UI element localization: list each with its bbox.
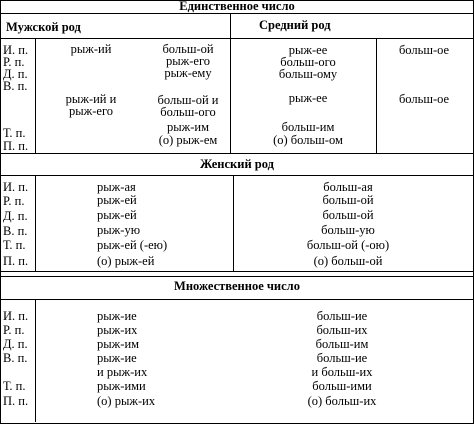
case-label: П. п. xyxy=(3,139,29,153)
feminine-soft-form: (о) рыж-ей xyxy=(97,254,155,268)
case-label: В. п. xyxy=(3,224,28,238)
case-label: Р. п. xyxy=(3,194,25,208)
masculine-hard-form: больш-ой xyxy=(162,42,214,56)
plural-hard-form: и больш-их xyxy=(311,365,373,379)
neuter-form: больш-ому xyxy=(278,67,338,81)
plural-hard-form: больш-ие xyxy=(316,351,368,365)
singular-title: Единственное число xyxy=(179,0,295,13)
case-label: В. п. xyxy=(3,79,28,93)
rule-under-gender-headers xyxy=(0,38,474,39)
case-label: Д. п. xyxy=(3,67,28,81)
neuter-form: больш-им xyxy=(281,120,335,134)
masculine-hard-form: рыж-его xyxy=(165,54,211,68)
masculine-hard-form: больш-ого xyxy=(160,105,216,119)
rule-case-column-plural xyxy=(35,299,36,422)
case-label: Т. п. xyxy=(3,126,26,140)
case-label: И. п. xyxy=(3,180,29,194)
masculine-soft-form: рыж-его xyxy=(68,104,114,118)
plural-soft-form: и рыж-их xyxy=(97,365,148,379)
rule-feminine-divider xyxy=(233,175,234,271)
masculine-title: Мужской род xyxy=(6,20,81,34)
neuter-title: Средний род xyxy=(259,18,331,32)
case-label: В. п. xyxy=(3,351,28,365)
feminine-hard-form: (о) больш-ой xyxy=(313,254,383,268)
masculine-hard-form: рыж-им xyxy=(166,120,210,134)
feminine-hard-form: больш-ой (-ою) xyxy=(306,238,390,252)
case-label: Д. п. xyxy=(3,337,28,351)
feminine-hard-form: больш-ой xyxy=(322,193,374,207)
feminine-soft-form: рыж-ей (-ею) xyxy=(97,238,168,252)
plural-hard-form: больш-их xyxy=(316,323,368,337)
feminine-hard-form: больш-ую xyxy=(321,223,375,237)
case-label: П. п. xyxy=(3,394,29,408)
masculine-hard-form: рыж-ему xyxy=(164,66,212,80)
case-label: П. п. xyxy=(3,254,29,268)
plural-hard-form: больш-ие xyxy=(316,309,368,323)
case-label: Т. п. xyxy=(3,379,26,393)
plural-title: Множественное число xyxy=(174,279,300,293)
feminine-soft-form: рыж-ая xyxy=(97,180,136,194)
feminine-hard-form: больш-ой xyxy=(322,208,374,222)
neuter-form: больш-ого xyxy=(280,55,336,69)
neuter-form: (о) больш-ом xyxy=(273,133,343,147)
feminine-title: Женский род xyxy=(200,157,274,171)
plural-soft-form: рыж-их xyxy=(97,323,138,337)
plural-soft-form: рыж-ие xyxy=(97,309,137,323)
plural-hard-form: больш-ими xyxy=(312,379,372,393)
rule-under-singular-title xyxy=(0,13,474,14)
rule-above-plural-title xyxy=(0,276,474,277)
plural-hard-form: больш-им xyxy=(315,337,369,351)
neuter-form: рыж-ее xyxy=(288,91,328,105)
plural-soft-form: рыж-им xyxy=(97,337,140,351)
feminine-soft-form: рыж-ую xyxy=(97,223,141,237)
rule-under-feminine-title xyxy=(0,175,474,176)
rule-above-plural-gap xyxy=(0,271,474,272)
rule-case-column-feminine xyxy=(35,175,36,271)
masculine-hard-form: (о) рыж-ем xyxy=(158,133,218,147)
rule-under-plural-title xyxy=(0,299,474,300)
masculine-hard-form: больш-ой и xyxy=(157,93,219,107)
case-label: Т. п. xyxy=(3,238,26,252)
plural-soft-form: рыж-ими xyxy=(97,379,146,393)
neuter-hard-form: больш-ое xyxy=(398,43,450,57)
feminine-soft-form: рыж-ей xyxy=(97,208,137,222)
rule-above-feminine xyxy=(0,153,474,154)
case-label: Р. п. xyxy=(3,323,25,337)
plural-soft-form: рыж-ие xyxy=(97,351,137,365)
case-label: И. п. xyxy=(3,43,29,57)
case-label: Р. п. xyxy=(3,55,25,69)
feminine-soft-form: рыж-ей xyxy=(97,193,137,207)
case-label: Д. п. xyxy=(3,209,28,223)
masculine-soft-form: рыж-ий xyxy=(70,42,112,56)
neuter-form: рыж-ее xyxy=(288,43,328,57)
plural-hard-form: (о) больш-их xyxy=(307,394,377,408)
case-label: И. п. xyxy=(3,309,29,323)
plural-soft-form: (о) рыж-их xyxy=(97,394,156,408)
feminine-hard-form: больш-ая xyxy=(323,180,373,194)
neuter-hard-form: больш-ое xyxy=(398,92,450,106)
masculine-soft-form: рыж-ий и xyxy=(65,92,117,106)
